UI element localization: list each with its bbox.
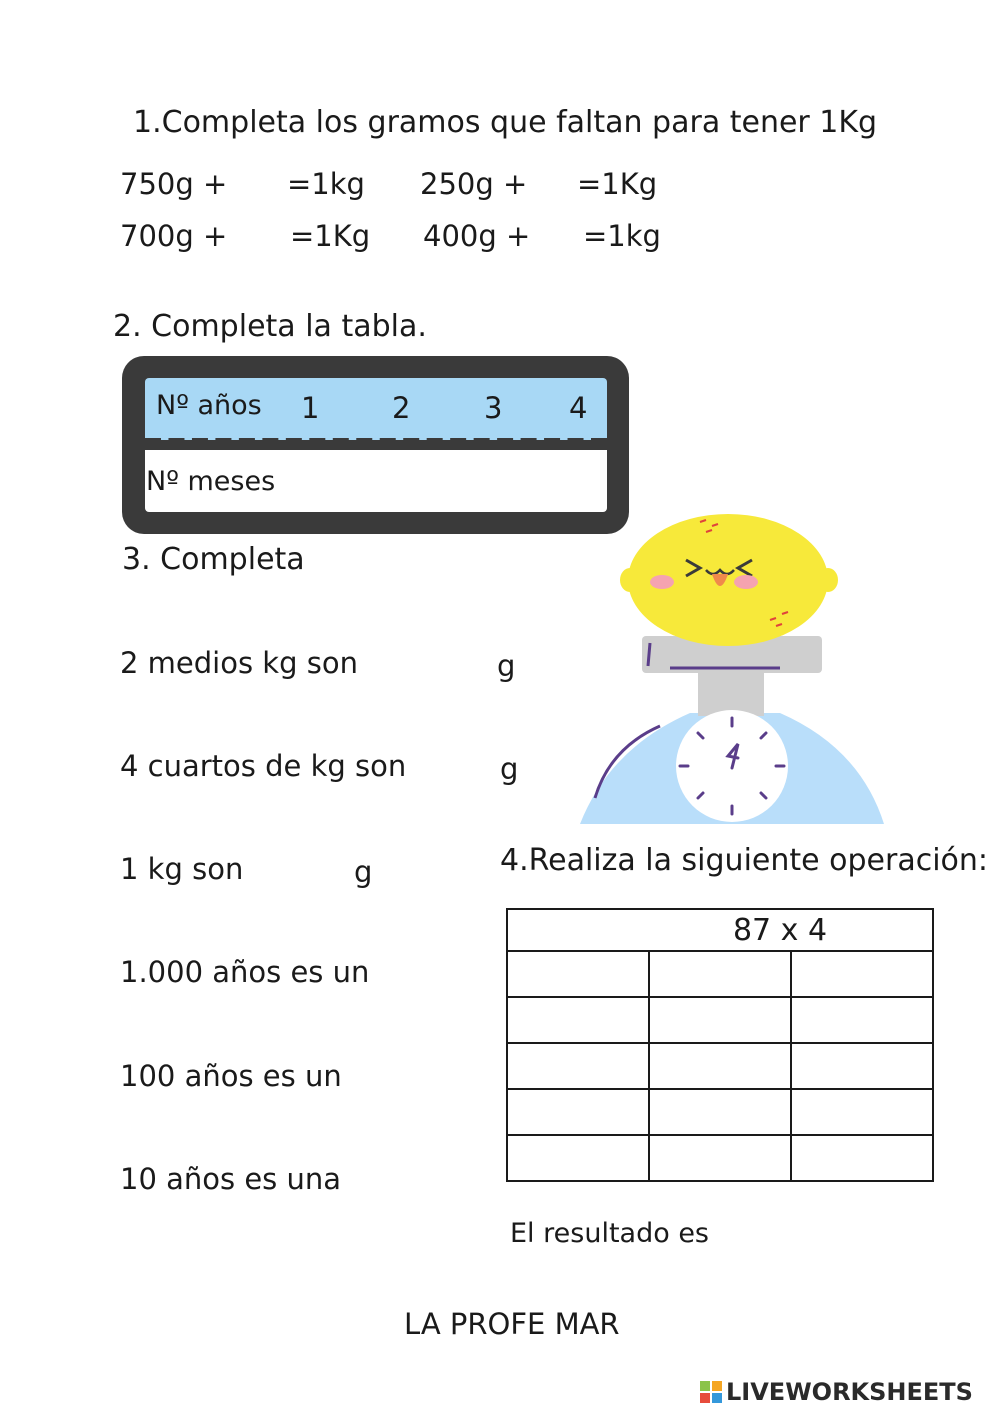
grid-input[interactable] [508, 952, 648, 996]
q1-r1-b: =1kg [287, 167, 365, 201]
grid-input[interactable] [792, 952, 932, 996]
scale-neck [698, 671, 764, 716]
grid-input[interactable] [508, 1136, 648, 1180]
q3-answer-3[interactable] [244, 852, 352, 890]
q3-answer-1[interactable] [360, 646, 496, 684]
year-1: 1 [301, 391, 320, 425]
grid-input[interactable] [650, 1090, 790, 1134]
q3-answer-5[interactable] [340, 1059, 484, 1097]
grid-input[interactable] [508, 1090, 648, 1134]
q2-title: 2. Completa la tabla. [113, 309, 427, 344]
grid-input[interactable] [508, 1044, 648, 1088]
q1-r2-a: 700g + [120, 219, 228, 253]
q1-r2-d: =1kg [583, 219, 661, 253]
q3-item-4: 1.000 años es un [120, 955, 370, 989]
grid-input[interactable] [650, 1044, 790, 1088]
grid-cell[interactable] [791, 951, 933, 997]
q1-r2-c: 400g + [423, 219, 531, 253]
grid-cell[interactable] [507, 1135, 649, 1181]
years-label: Nº años [156, 390, 262, 421]
grid-cell[interactable] [791, 1135, 933, 1181]
q1-r2-answer2[interactable] [526, 220, 584, 256]
grid-input[interactable] [650, 952, 790, 996]
grid-cell[interactable] [649, 1043, 791, 1089]
q1-r2-b: =1Kg [290, 219, 371, 253]
q1-r1-answer1[interactable] [222, 168, 288, 204]
grid-cell[interactable] [649, 997, 791, 1043]
months-answer-2[interactable] [372, 462, 436, 502]
months-answer-3[interactable] [462, 462, 526, 502]
q1-r1-answer2[interactable] [520, 168, 578, 204]
lemon-scale-illustration [570, 508, 890, 830]
q3-answer-4[interactable] [366, 955, 490, 993]
operation-grid [506, 908, 934, 1182]
months-answer-1[interactable] [280, 462, 344, 502]
q1-title: 1.Completa los gramos que faltan para tener 1Kg [133, 105, 878, 140]
grid-input[interactable] [650, 1136, 790, 1180]
result-input[interactable] [716, 1214, 920, 1254]
grid-cell[interactable] [649, 1089, 791, 1135]
q3-item-2: 4 cuartos de kg son [120, 749, 407, 783]
months-answer-4[interactable] [544, 462, 608, 502]
q3-title: 3. Completa [122, 542, 305, 577]
grid-cell[interactable] [649, 951, 791, 997]
grid-cell[interactable] [507, 997, 649, 1043]
year-3: 3 [484, 391, 503, 425]
q3-item-3: 1 kg son [120, 852, 244, 886]
year-2: 2 [392, 391, 411, 425]
grid-cell[interactable] [791, 997, 933, 1043]
operation-header [507, 909, 933, 951]
brand-icon [700, 1381, 722, 1403]
q3-item-5: 100 años es un [120, 1059, 342, 1093]
operation-text: 87 x 4 [732, 912, 828, 948]
author-credit: LA PROFE MAR [404, 1307, 620, 1341]
grid-cell[interactable] [507, 1089, 649, 1135]
q3-item-6: 10 años es una [120, 1162, 342, 1196]
q1-r1-c: 250g + [420, 167, 528, 201]
grid-cell[interactable] [507, 951, 649, 997]
grid-input[interactable] [792, 1090, 932, 1134]
grid-input[interactable] [508, 998, 648, 1042]
grid-cell[interactable] [791, 1043, 933, 1089]
q3-unit-2: g [500, 752, 519, 786]
result-label: El resultado es [510, 1218, 709, 1249]
q3-unit-1: g [497, 649, 516, 683]
grid-cell[interactable] [649, 1135, 791, 1181]
brand-logo [700, 1380, 973, 1404]
q1-r1-d: =1Kg [577, 167, 658, 201]
grid-input[interactable] [792, 1136, 932, 1180]
year-4: 4 [569, 391, 588, 425]
grid-cell[interactable] [791, 1089, 933, 1135]
q4-title: 4.Realiza la siguiente operación: [500, 843, 989, 878]
grid-input[interactable] [792, 998, 932, 1042]
table-divider [145, 438, 607, 446]
q3-answer-2[interactable] [420, 749, 498, 787]
grid-input[interactable] [792, 1044, 932, 1088]
q3-answer-6[interactable] [340, 1162, 484, 1200]
grid-input[interactable] [650, 998, 790, 1042]
q1-r2-answer1[interactable] [226, 220, 292, 256]
grid-cell[interactable] [507, 1043, 649, 1089]
q1-r1-a: 750g + [120, 167, 228, 201]
q3-unit-3: g [354, 855, 373, 889]
q3-item-1: 2 medios kg son [120, 646, 358, 680]
months-label: Nº meses [146, 466, 276, 497]
brand-name: LIVEWORKSHEETS [726, 1378, 973, 1406]
